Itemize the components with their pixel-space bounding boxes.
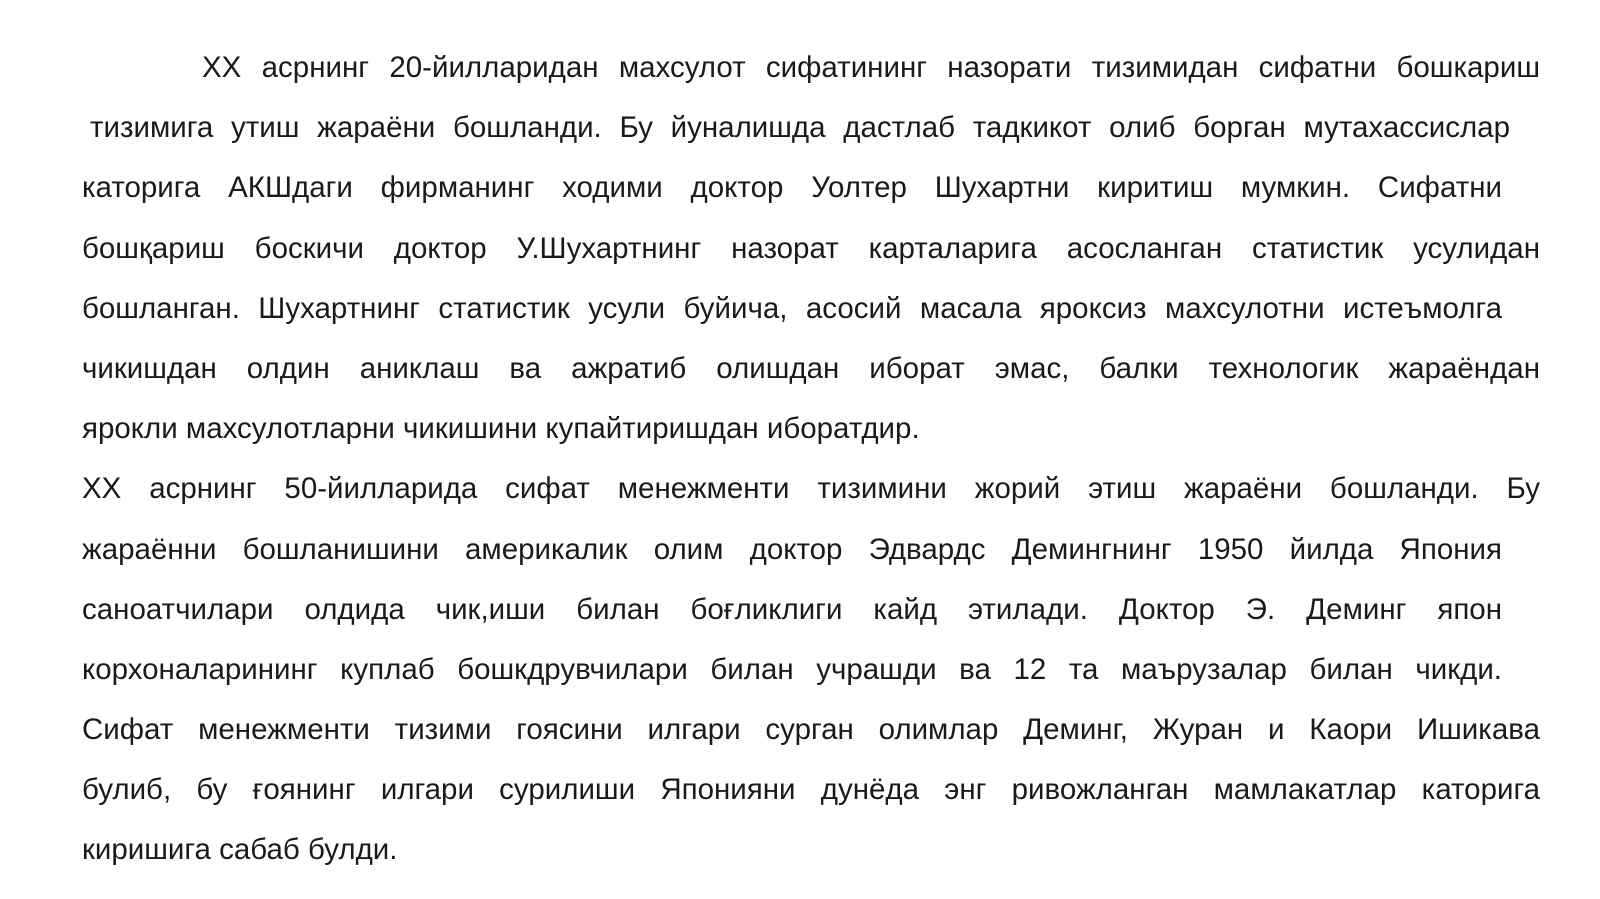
text-line: тизимига утиш жараёни бошланди. Бу йуналишда дастлаб тадкикот олиб борган мутахассислар [90, 111, 1510, 145]
text-line: саноатчилари олдида чик,иши билан боғликлиги кайд этилади. Доктор Э. Деминг япон [82, 592, 1502, 626]
text-line: бошқариш боскичи доктор У.Шухартнинг назорат карталарига асосланган статистик усулидан [82, 231, 1540, 265]
text-line: жараённи бошланишини америкалик олим доктор Эдвардс Демингнинг 1950 йилда Япония [82, 532, 1502, 566]
text-line: каторига АКШдаги фирманинг ходими доктор Уолтер Шухартни киритиш мумкин. Сифатни [82, 171, 1502, 205]
text-line: ярокли махсулотларни чикишини купайтиришдан иборатдир. [82, 412, 920, 446]
text-line: XX асрнинг 20-йилларидан махсулот сифатининг назорати тизимидан сифатни бошкариш [202, 51, 1540, 84]
text-line: корхоналарининг куплаб бошкдрувчилари билан учрашди ва 12 та маърузалар билан чикди. [82, 652, 1502, 686]
text-line: киришига сабаб булди. [82, 833, 398, 867]
text-line: чикишдан олдин аниклаш ва ажратиб олишдан иборат эмас, балки технологик жараёндан [82, 351, 1540, 385]
text-line: Сифат менежменти тизими гоясини илгари сурган олимлар Деминг, Журан и Каори Ишикава [82, 713, 1540, 747]
paragraph-1 [82, 38, 1540, 459]
text-line: булиб, бу ғоянинг илгари сурилиши Японияни дунёда энг ривожланган мамлакатлар каторига [82, 773, 1540, 807]
text-line: бошланган. Шухартнинг статистик усули буйича, асосий масала яроксиз махсулотни истеъмолга [82, 291, 1502, 325]
text-line: XX асрнинг 50-йилларида сифат менежменти тизимини жорий этиш жараёни бошланди. Бу [82, 472, 1540, 506]
paragraph-2 [82, 459, 1540, 880]
document-body [82, 38, 1540, 881]
